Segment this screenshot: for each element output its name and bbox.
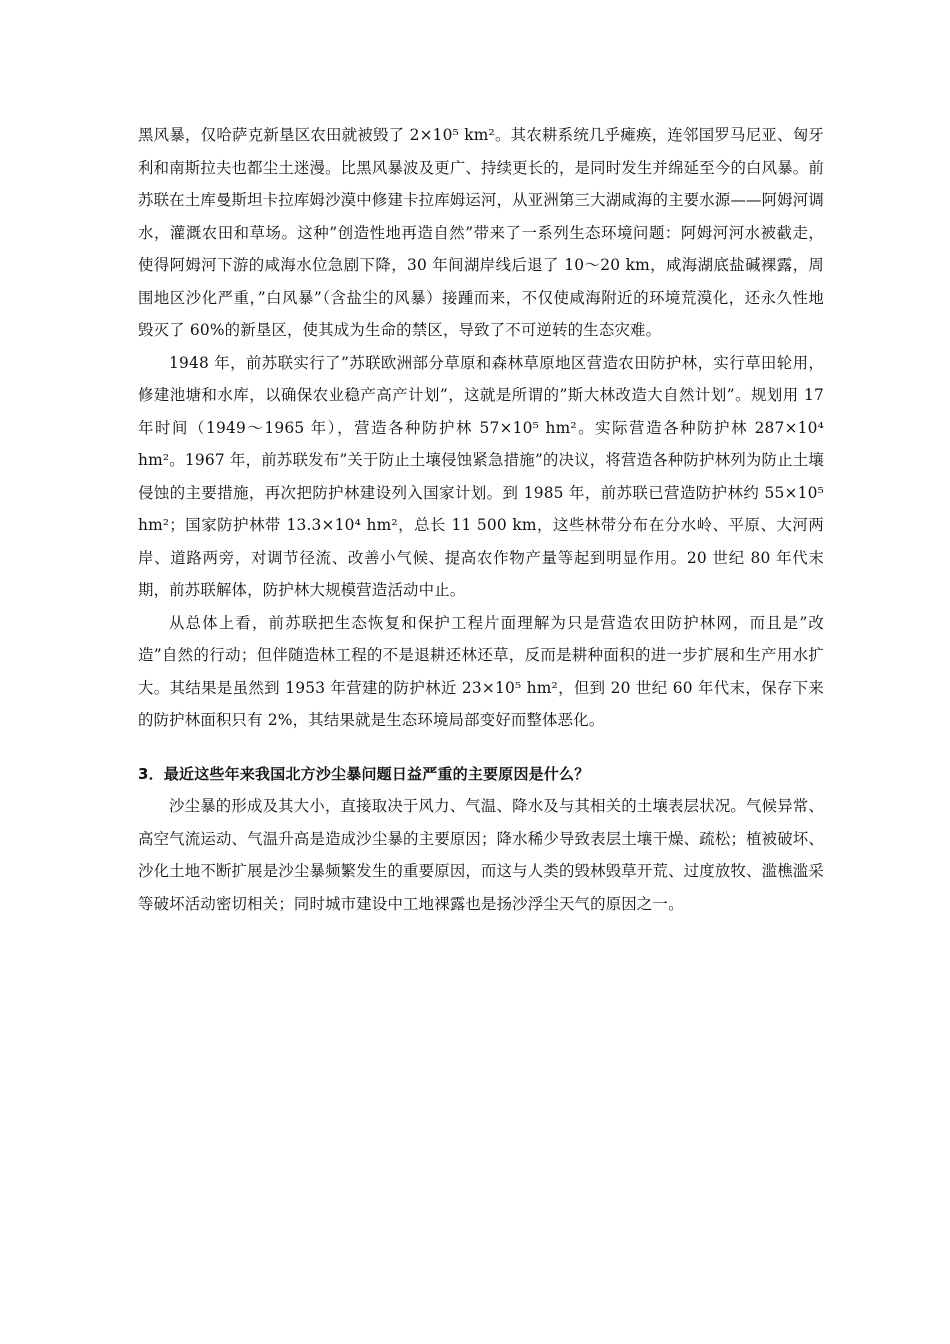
question-heading: 3．最近这些年来我国北方沙尘暴问题日益严重的主要原因是什么？ xyxy=(138,764,590,783)
paragraph-stalin-plan: 1948 年，前苏联实行了”苏联欧洲部分草原和森林草原地区营造农田防护林，实行草田轮用，修建池塘和水库，以确保农业稳产高产计划”，这就是所谓的”斯大林改造大自然计划”。规划用 17 年时间（1949～1965 年），营造各种防护林 57×10⁵ hm²。实际营造各种防护林 287×10⁴ hm²。1967 年，前苏联发布”关于防止土壤侵蚀紧急措施”的决议，将营造各种防护林列为防止土壤侵蚀的主要措施，再次把防护林建设列入国家计划。到 1985 年，前苏联已营造防护林约 55×10⁵ hm²；国家防护林带 13.3×10⁴ hm²，总长 11 500 km，这些林带分布在分水岭、平原、大河两岸、道路两旁，对调节径流、改善小气候、提高农作物产量等起到明显作用。20 世纪 80 年代末期，前苏联解体，防护林大规模营造活动中止。 xyxy=(138,353,824,599)
paragraph-black-white-storm: 黑风暴，仅哈萨克新垦区农田就被毁了 2×10⁵ km²。其农耕系统几乎瘫痪，连邻国罗马尼亚、匈牙利和南斯拉夫也都尘土迷漫。比黑风暴波及更广、持续更长的，是同时发生并绵延至今的白风暴。前苏联在土库曼斯坦卡拉库姆沙漠中修建卡拉库姆运河，从亚洲第三大湖咸海的主要水源——阿姆河调水，灌溉农田和草场。这种”创造性地再造自然”带来了一系列生态环境问题：阿姆河河水被截走，使得阿姆河下游的咸海水位急剧下降，30 年间湖岸线后退了 10～20 km，咸海湖底盐碱裸露，周围地区沙化严重，”白风暴”（含盐尘的风暴）接踵而来，不仅使咸海附近的环境荒漠化，还永久性地毁灭了 60%的新垦区，使其成为生命的禁区，导致了不可逆转的生态灾难。 xyxy=(138,126,824,339)
answer-paragraph: 沙尘暴的形成及其大小，直接取决于风力、气温、降水及与其相关的土壤表层状况。气候异常、高空气流运动、气温升高是造成沙尘暴的主要原因；降水稀少导致表层土壤干燥、疏松；植被破坏、沙化土地不断扩展是沙尘暴频繁发生的重要原因，而这与人类的毁林毁草开荒、过度放牧、滥樵滥采等破坏活动密切相关；同时城市建设中工地裸露也是扬沙浮尘天气的原因之一。 xyxy=(138,797,824,913)
paragraph-overall-assessment: 从总体上看，前苏联把生态恢复和保护工程片面理解为只是营造农田防护林网，而且是”改造”自然的行动；但伴随造林工程的不是退耕还林还草，反而是耕种面积的进一步扩展和生产用水扩大。其结果是虽然到 1953 年营建的防护林近 23×10⁵ hm²，但到 20 世纪 60 年代末，保存下来的防护林面积只有 2%，其结果就是生态环境局部变好而整体恶化。 xyxy=(138,613,824,729)
document-body xyxy=(138,119,824,920)
